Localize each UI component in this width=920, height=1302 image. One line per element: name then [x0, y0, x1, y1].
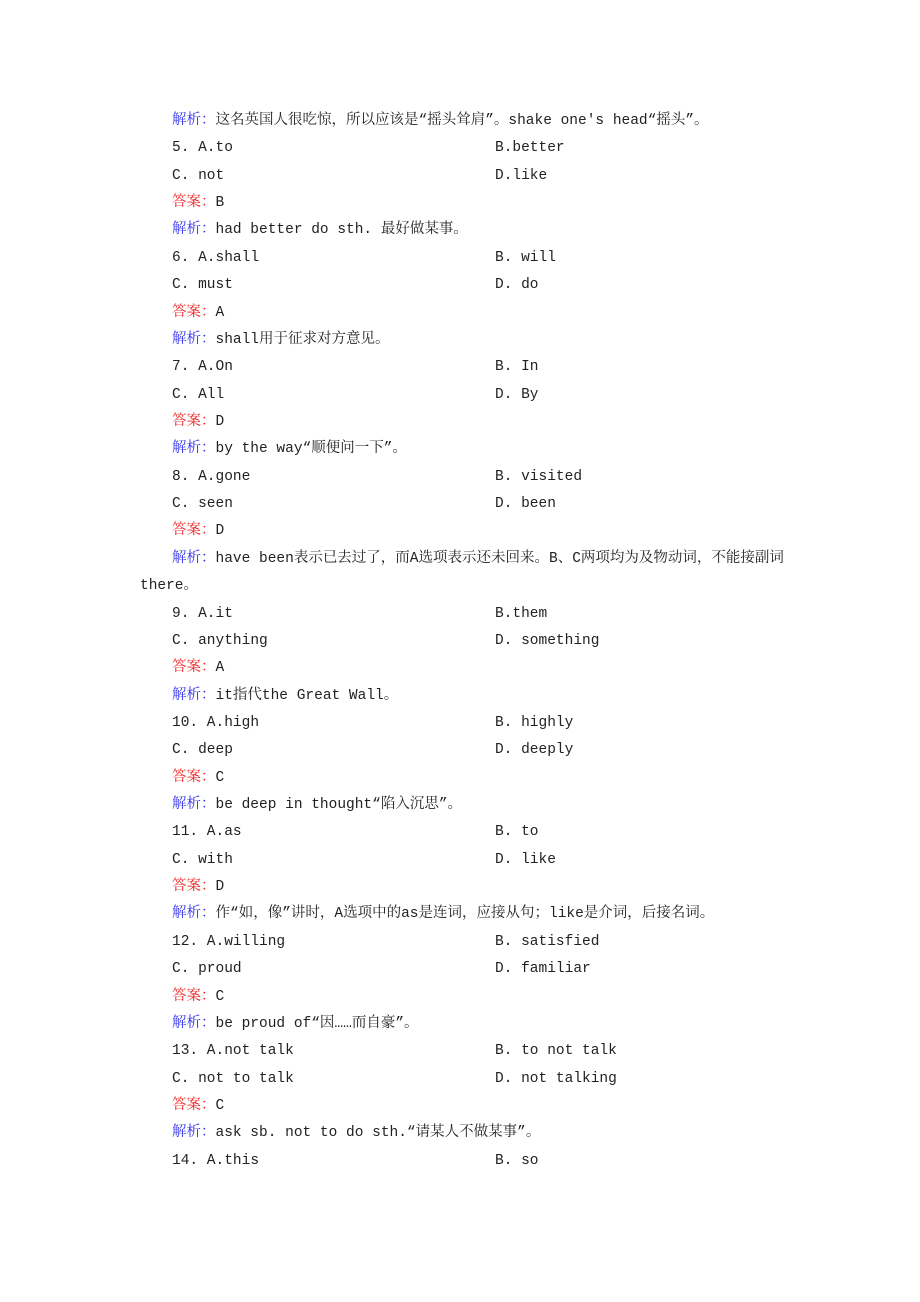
question-options-row — [140, 737, 790, 764]
option-c: C. proud — [172, 961, 242, 978]
analysis-label: 解析： — [172, 1015, 216, 1032]
option-d: D. like — [495, 851, 556, 868]
option-c: C. All — [172, 386, 225, 403]
option-c: C. deep — [172, 742, 233, 759]
answer-label: 答案： — [172, 304, 216, 321]
option-b: B.them — [495, 605, 548, 622]
answer-line — [140, 874, 790, 901]
analysis-label: 解析： — [172, 906, 216, 923]
question-options-row — [140, 382, 790, 409]
question-options-row — [140, 354, 790, 381]
analysis-text: have been表示已去过了，而A选项表示还未回来。B、C两项均为及物动词，不能接副词there。 — [140, 550, 784, 595]
option-b: B. will — [495, 249, 556, 266]
answer-value: D — [215, 523, 225, 540]
analysis-line — [140, 217, 790, 244]
option-b: B. In — [495, 359, 539, 376]
question-options-row — [140, 163, 790, 190]
option-c: C. seen — [172, 496, 233, 513]
option-a: 13. A.not talk — [172, 1043, 294, 1060]
question-options-row — [140, 628, 790, 655]
option-d: D. deeply — [495, 742, 574, 759]
analysis-text: by the way“顺便问一下”。 — [215, 441, 407, 458]
answer-value: C — [215, 1097, 225, 1114]
question-options-row — [140, 491, 790, 518]
answer-label: 答案： — [172, 988, 216, 1005]
answer-line — [140, 409, 790, 436]
answer-line — [140, 190, 790, 217]
analysis-line — [140, 1120, 790, 1147]
option-c: C. not — [172, 167, 225, 184]
answer-value: A — [215, 660, 225, 677]
option-c: C. not to talk — [172, 1070, 294, 1087]
option-d: D.like — [495, 167, 548, 184]
answer-value: D — [215, 879, 225, 896]
option-a: 7. A.On — [172, 359, 233, 376]
analysis-line — [140, 546, 790, 601]
option-d: D. not talking — [495, 1070, 617, 1087]
question-options-row — [140, 819, 790, 846]
analysis-text: 作“如，像”讲时，A选项中的as是连词，应接从句；like是介词，后接名词。 — [215, 906, 715, 923]
option-d: D. something — [495, 632, 600, 649]
option-a: 10. A.high — [172, 714, 260, 731]
answer-value: B — [215, 195, 225, 212]
answer-label: 答案： — [172, 769, 216, 786]
answer-label: 答案： — [172, 1097, 216, 1114]
answer-label: 答案： — [172, 195, 216, 212]
analysis-text: be proud of“因……而自豪”。 — [215, 1015, 419, 1032]
question-options-row — [140, 245, 790, 272]
answer-line — [140, 300, 790, 327]
analysis-label: 解析： — [172, 222, 216, 239]
analysis-text: ask sb. not to do sth.“请某人不做某事”。 — [215, 1125, 541, 1142]
analysis-line — [140, 683, 790, 710]
analysis-text: be deep in thought“陷入沉思”。 — [215, 797, 463, 814]
option-a: 9. A.it — [172, 605, 233, 622]
option-c: C. must — [172, 277, 233, 294]
option-d: D. do — [495, 277, 539, 294]
option-b: B. highly — [495, 714, 574, 731]
option-d: D. By — [495, 386, 539, 403]
question-options-row — [140, 601, 790, 628]
option-c: C. with — [172, 851, 233, 868]
option-c: C. anything — [172, 632, 268, 649]
analysis-line — [140, 1011, 790, 1038]
answer-value: C — [215, 769, 225, 786]
analysis-label: 解析： — [172, 441, 216, 458]
analysis-line — [140, 901, 790, 928]
option-a: 8. A.gone — [172, 468, 251, 485]
analysis-label: 解析： — [172, 550, 216, 567]
analysis-line — [140, 436, 790, 463]
analysis-text: 这名英国人很吃惊，所以应该是“摇头耸肩”。shake one's head“摇头”。 — [215, 113, 709, 129]
question-options-row — [140, 929, 790, 956]
analysis-label: 解析： — [172, 797, 216, 814]
option-b: B. to — [495, 824, 539, 841]
analysis-line — [140, 792, 790, 819]
analysis-text: shall用于征求对方意见。 — [215, 331, 390, 348]
option-d: D. been — [495, 496, 556, 513]
question-options-row — [140, 847, 790, 874]
analysis-text: it指代the Great Wall。 — [215, 687, 399, 704]
question-options-row — [140, 1038, 790, 1065]
answer-line — [140, 984, 790, 1011]
analysis-label: 解析： — [172, 113, 216, 129]
option-b: B. to not talk — [495, 1043, 617, 1060]
option-b: B. satisfied — [495, 933, 600, 950]
question-options-row — [140, 464, 790, 491]
answer-label: 答案： — [172, 879, 216, 896]
document-body — [140, 108, 790, 1175]
question-options-row — [140, 135, 790, 162]
option-b: B. visited — [495, 468, 583, 485]
option-d: D. familiar — [495, 961, 591, 978]
analysis-text: had better do sth. 最好做某事。 — [215, 222, 468, 239]
answer-value: C — [215, 988, 225, 1005]
answer-value: A — [215, 304, 225, 321]
option-a: 12. A.willing — [172, 933, 286, 950]
analysis-line — [140, 108, 790, 135]
answer-line — [140, 765, 790, 792]
option-a: 11. A.as — [172, 824, 242, 841]
analysis-label: 解析： — [172, 687, 216, 704]
answer-label: 答案： — [172, 413, 216, 430]
question-options-row — [140, 956, 790, 983]
analysis-label: 解析： — [172, 331, 216, 348]
option-b: B. so — [495, 1152, 539, 1169]
question-options-row — [140, 1066, 790, 1093]
answer-line — [140, 1093, 790, 1120]
option-a: 6. A.shall — [172, 249, 260, 266]
analysis-label: 解析： — [172, 1125, 216, 1142]
analysis-line — [140, 327, 790, 354]
answer-label: 答案： — [172, 523, 216, 540]
question-options-row — [140, 1148, 790, 1175]
question-options-row — [140, 710, 790, 737]
answer-line — [140, 518, 790, 545]
question-options-row — [140, 272, 790, 299]
option-a: 14. A.this — [172, 1152, 260, 1169]
option-b: B.better — [495, 140, 565, 157]
answer-label: 答案： — [172, 660, 216, 677]
option-a: 5. A.to — [172, 140, 233, 157]
answer-value: D — [215, 413, 225, 430]
answer-line — [140, 655, 790, 682]
